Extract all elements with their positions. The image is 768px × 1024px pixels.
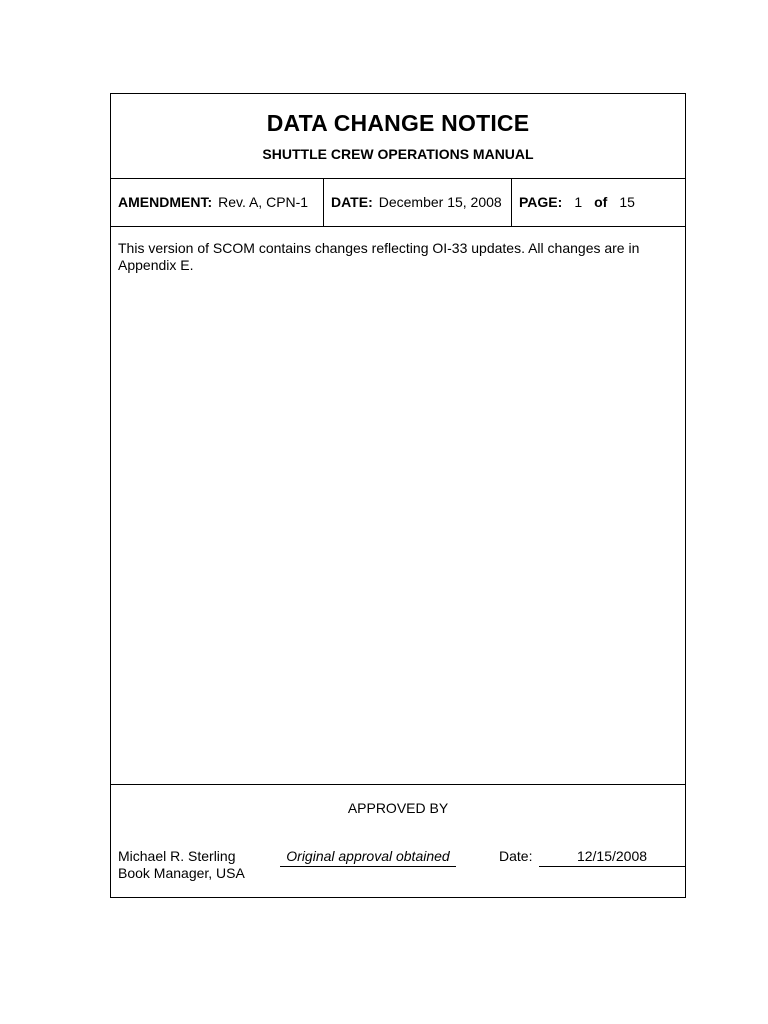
approval-block xyxy=(111,784,685,898)
amendment-value: Rev. A, CPN-1 xyxy=(218,194,309,210)
document-subtitle: SHUTTLE CREW OPERATIONS MANUAL xyxy=(262,146,534,162)
page-number: 1 xyxy=(574,194,583,210)
signature-line xyxy=(280,866,456,867)
approved-by-heading: APPROVED BY xyxy=(347,800,449,816)
signature-text: Original approval obtained xyxy=(286,848,450,864)
approver-name: Michael R. Sterling xyxy=(118,848,236,864)
title-block xyxy=(111,94,685,179)
document-title: DATA CHANGE NOTICE xyxy=(266,110,530,136)
page-cell xyxy=(512,179,685,226)
data-change-notice-form xyxy=(110,93,686,898)
date-label: DATE: xyxy=(331,194,373,210)
amendment-label: AMENDMENT: xyxy=(118,194,213,210)
footer-rule xyxy=(111,897,278,898)
approval-date-line xyxy=(539,866,685,867)
info-row xyxy=(111,179,685,227)
approval-date-value: 12/15/2008 xyxy=(576,848,648,864)
footer-rule xyxy=(540,897,685,898)
page-total: 15 xyxy=(619,194,635,210)
page-label: PAGE: xyxy=(519,194,563,210)
change-description: This version of SCOM contains changes reflecting OI-33 updates. All changes are in Appendix E. xyxy=(118,240,640,273)
date-value: December 15, 2008 xyxy=(378,194,502,210)
approver-title: Book Manager, USA xyxy=(118,865,245,881)
footer-rule xyxy=(458,897,538,898)
date-cell xyxy=(324,179,512,226)
amendment-cell xyxy=(111,179,324,226)
page-of-label: of xyxy=(594,194,608,210)
footer-rule xyxy=(280,897,456,898)
approval-date-label: Date: xyxy=(499,848,533,864)
